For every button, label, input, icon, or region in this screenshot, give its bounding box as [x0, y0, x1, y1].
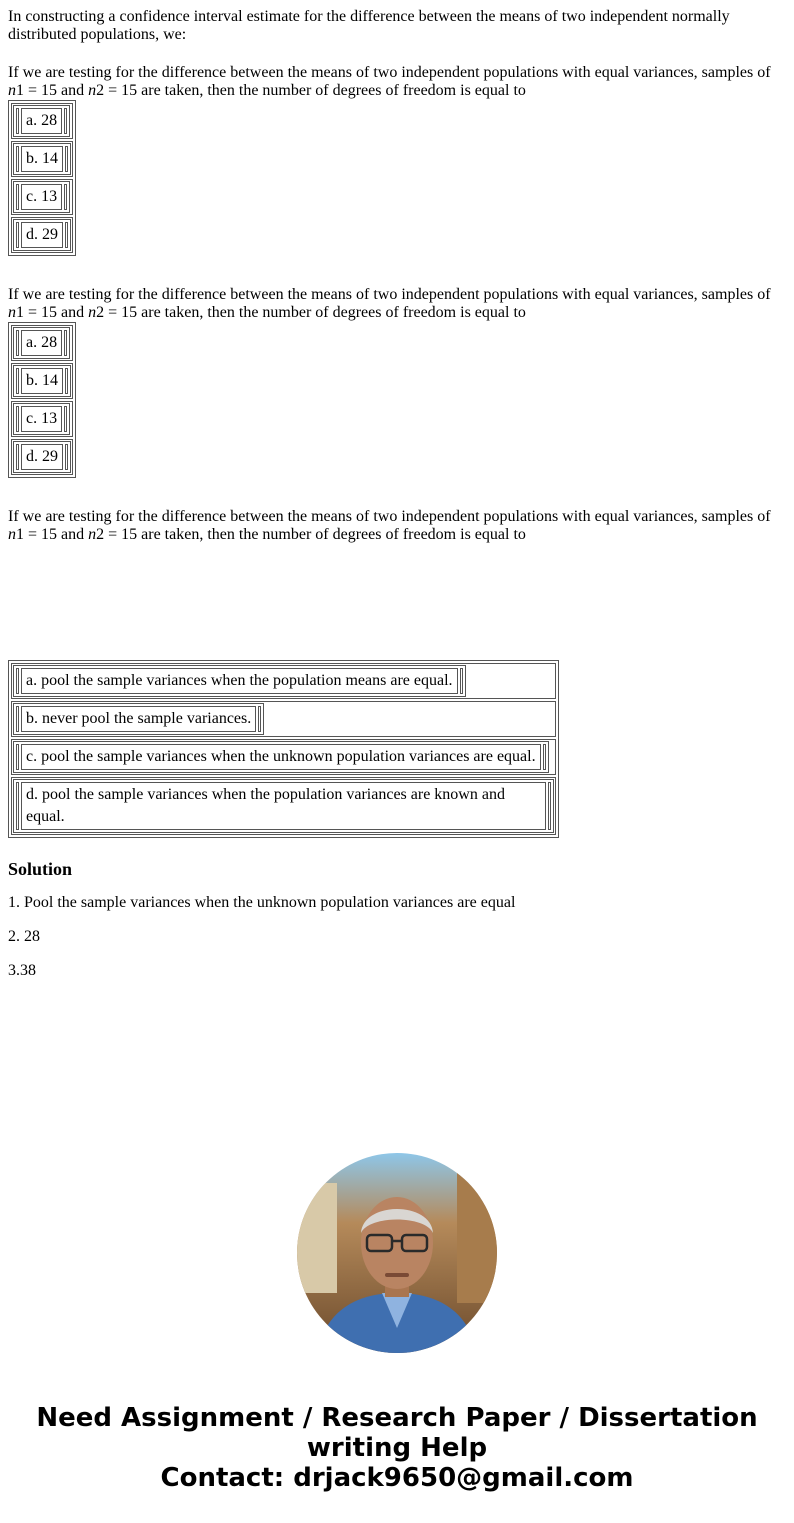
solution-answer-1: 1. Pool the sample variances when the unknown population variances are equal	[8, 894, 516, 911]
df-option-d: d. 29	[21, 222, 63, 248]
df-question-2: If we are testing for the difference between the means of two independent populations with equal variances, samples of n1 = 15 and n2 = 15 are taken, then the number of degrees of freedom is equal to	[8, 286, 771, 321]
solution-answer-2: 2. 28	[8, 928, 40, 945]
df-option-d: d. 29	[21, 444, 63, 470]
promo-line-2: writing Help	[306, 1433, 488, 1463]
df-options-table-2	[8, 322, 76, 478]
pool-option-a: a. pool the sample variances when the population means are equal.	[21, 668, 458, 694]
df-question-1: If we are testing for the difference between the means of two independent populations with equal variances, samples of n1 = 15 and n2 = 15 are taken, then the number of degrees of freedom is equal to	[8, 64, 771, 99]
df-question-3: If we are testing for the difference between the means of two independent populations with equal variances, samples of n1 = 15 and n2 = 15 are taken, then the number of degrees of freedom is equal to	[8, 508, 771, 543]
df-option-b: b. 14	[21, 146, 63, 172]
df-option-a: a. 28	[21, 108, 62, 134]
document-content	[8, 8, 786, 996]
promo-banner	[0, 1403, 794, 1493]
solution-answer-3: 3.38	[8, 962, 36, 979]
df-option-c: c. 13	[21, 406, 62, 432]
author-photo	[297, 1153, 497, 1353]
df-option-a: a. 28	[21, 330, 62, 356]
df-option-b: b. 14	[21, 368, 63, 394]
pool-option-b: b. never pool the sample variances.	[21, 706, 256, 732]
pool-options-table	[8, 660, 559, 838]
blank-space	[8, 544, 786, 660]
promo-line-1: Need Assignment / Research Paper / Dissertation	[36, 1403, 758, 1433]
df-option-c: c. 13	[21, 184, 62, 210]
solution-heading: Solution	[8, 859, 73, 879]
pool-option-c: c. pool the sample variances when the unknown population variances are equal.	[21, 744, 541, 770]
intro-question: In constructing a confidence interval estimate for the difference between the means of two independent normally distributed populations, we:	[8, 8, 730, 43]
df-options-table-1	[8, 100, 76, 256]
pool-option-d: d. pool the sample variances when the population variances are known and equal.	[21, 782, 546, 830]
promo-contact: Contact: drjack9650@gmail.com	[160, 1463, 634, 1493]
